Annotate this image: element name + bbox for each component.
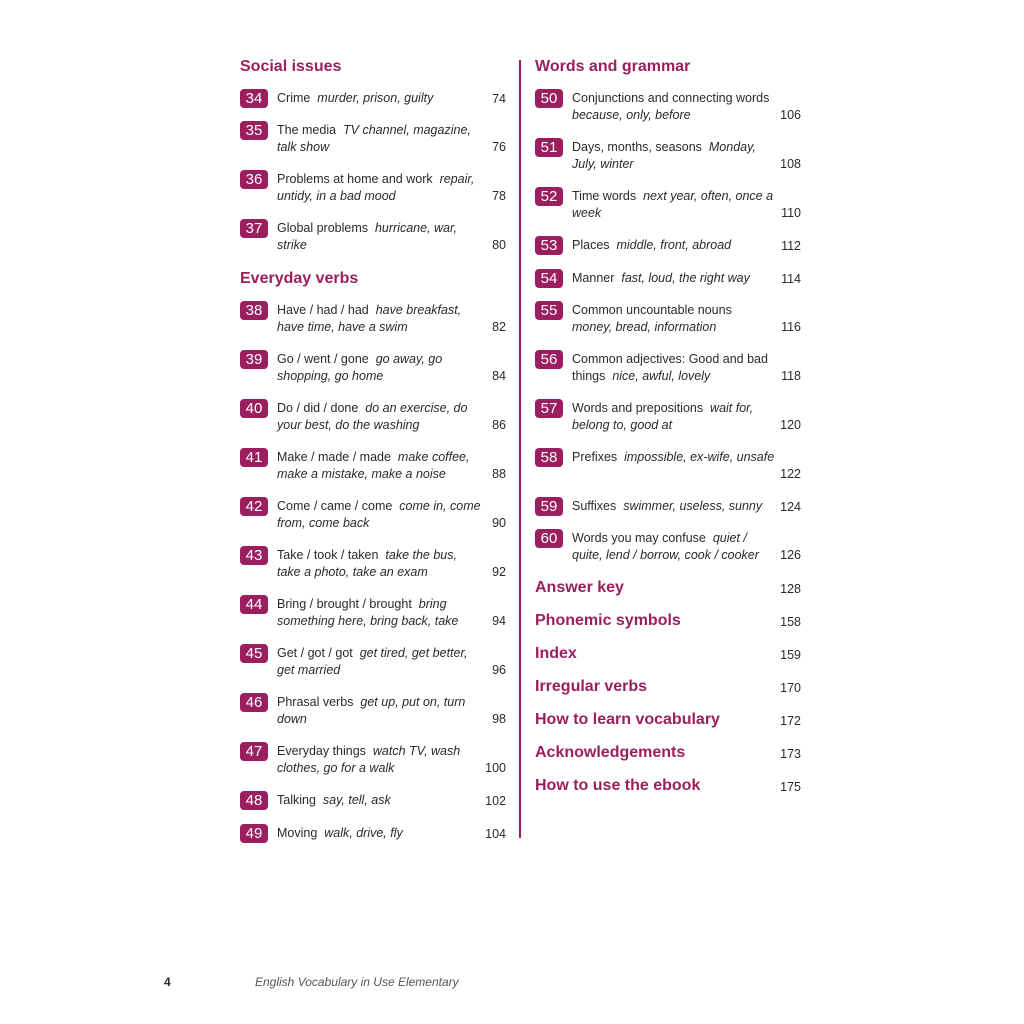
unit-60[interactable] bbox=[535, 530, 801, 563]
unit-number-badge: 57 bbox=[535, 399, 563, 418]
unit-examples: fast, loud, the right way bbox=[621, 271, 750, 285]
unit-examples: make coffee, make a mistake, make a noise bbox=[277, 450, 470, 481]
unit-examples: bring something here, bring back, take bbox=[277, 597, 459, 628]
back-matter-acknowledgements[interactable] bbox=[535, 742, 801, 764]
unit-page: 110 bbox=[781, 205, 801, 220]
unit-number-badge: 52 bbox=[535, 187, 563, 206]
unit-topic: Go / went / gone bbox=[277, 352, 369, 366]
back-matter-page: 175 bbox=[780, 780, 801, 794]
unit-page: 106 bbox=[780, 107, 801, 122]
unit-page: 82 bbox=[492, 319, 506, 334]
back-matter-page: 158 bbox=[780, 615, 801, 629]
unit-number-badge: 48 bbox=[240, 791, 268, 810]
unit-number-badge: 40 bbox=[240, 399, 268, 418]
unit-page: 96 bbox=[492, 662, 506, 677]
unit-59[interactable] bbox=[535, 498, 801, 515]
unit-number-badge: 54 bbox=[535, 269, 563, 288]
unit-number-badge: 43 bbox=[240, 546, 268, 565]
unit-number-badge: 39 bbox=[240, 350, 268, 369]
unit-35[interactable] bbox=[240, 122, 506, 155]
unit-topic: Global problems bbox=[277, 221, 369, 235]
unit-number-badge: 34 bbox=[240, 89, 268, 108]
unit-examples: watch TV, wash clothes, go for a walk bbox=[277, 744, 461, 775]
back-matter-irregular-verbs[interactable] bbox=[535, 676, 801, 698]
unit-page: 114 bbox=[781, 271, 801, 286]
unit-examples: impossible, ex-wife, unsafe bbox=[624, 450, 775, 464]
unit-topic: Common uncountable nouns bbox=[572, 303, 732, 317]
unit-examples: do an exercise, do your best, do the washing bbox=[277, 401, 468, 432]
unit-topic: Do / did / done bbox=[277, 401, 359, 415]
unit-48[interactable] bbox=[240, 792, 506, 809]
unit-page: 94 bbox=[492, 613, 506, 628]
unit-topic: Bring / brought / brought bbox=[277, 597, 412, 611]
unit-number-badge: 59 bbox=[535, 497, 563, 516]
unit-topic: Common adjectives: Good and bad things bbox=[572, 352, 768, 383]
unit-number-badge: 60 bbox=[535, 529, 563, 548]
unit-topic: Time words bbox=[572, 189, 637, 203]
unit-page: 98 bbox=[492, 711, 506, 726]
unit-page: 78 bbox=[492, 188, 506, 203]
unit-number-badge: 58 bbox=[535, 448, 563, 467]
unit-42[interactable] bbox=[240, 498, 506, 531]
unit-examples: quiet / quite, lend / borrow, cook / cooker bbox=[572, 531, 759, 562]
unit-number-badge: 51 bbox=[535, 138, 563, 157]
back-matter-page: 173 bbox=[780, 747, 801, 761]
unit-examples: money, bread, information bbox=[572, 319, 717, 334]
unit-topic: Everyday things bbox=[277, 744, 366, 758]
unit-examples: get tired, get better, get married bbox=[277, 646, 468, 677]
unit-topic: Suffixes bbox=[572, 499, 617, 513]
unit-examples: take the bus, take a photo, take an exam bbox=[277, 548, 457, 579]
unit-examples: Monday, July, winter bbox=[572, 140, 756, 171]
unit-topic: Prefixes bbox=[572, 450, 618, 464]
unit-page: 120 bbox=[780, 417, 801, 432]
unit-page: 118 bbox=[781, 368, 801, 383]
back-matter-title: Answer key bbox=[535, 579, 624, 596]
unit-examples: have breakfast, have time, have a swim bbox=[277, 303, 462, 334]
unit-topic: Make / made / made bbox=[277, 450, 391, 464]
unit-topic: Places bbox=[572, 238, 610, 252]
unit-43[interactable] bbox=[240, 547, 506, 580]
unit-number-badge: 38 bbox=[240, 301, 268, 320]
unit-45[interactable] bbox=[240, 645, 506, 678]
unit-page: 90 bbox=[492, 515, 506, 530]
unit-examples: middle, front, abroad bbox=[616, 238, 732, 252]
unit-page: 88 bbox=[492, 466, 506, 481]
footer-page-number: 4 bbox=[164, 975, 171, 989]
unit-50[interactable] bbox=[535, 90, 801, 123]
unit-number-badge: 56 bbox=[535, 350, 563, 369]
unit-55[interactable] bbox=[535, 302, 801, 335]
column-divider bbox=[519, 60, 521, 838]
unit-topic: Conjunctions and connecting words bbox=[572, 91, 770, 105]
unit-page: 126 bbox=[780, 547, 801, 562]
back-matter-title: Index bbox=[535, 645, 577, 662]
unit-page: 116 bbox=[781, 319, 801, 334]
back-matter-phonemic-symbols[interactable] bbox=[535, 610, 801, 632]
unit-topic: Crime bbox=[277, 91, 311, 105]
unit-topic: Words you may confuse bbox=[572, 531, 706, 545]
unit-examples: murder, prison, guilty bbox=[317, 91, 434, 105]
unit-page: 112 bbox=[781, 238, 801, 253]
unit-40[interactable] bbox=[240, 400, 506, 433]
unit-page: 104 bbox=[485, 826, 506, 841]
unit-number-badge: 36 bbox=[240, 170, 268, 189]
unit-number-badge: 46 bbox=[240, 693, 268, 712]
unit-52[interactable] bbox=[535, 188, 801, 221]
unit-topic: Take / took / taken bbox=[277, 548, 379, 562]
unit-examples: come in, come from, come back bbox=[277, 499, 481, 530]
unit-39[interactable] bbox=[240, 351, 506, 384]
section-title-words-and-grammar: Words and grammar bbox=[535, 58, 691, 75]
unit-page: 108 bbox=[780, 156, 801, 171]
back-matter-title: Phonemic symbols bbox=[535, 612, 681, 629]
section-title-everyday-verbs: Everyday verbs bbox=[240, 270, 359, 287]
unit-examples: repair, untidy, in a bad mood bbox=[277, 172, 475, 203]
unit-page: 100 bbox=[485, 760, 506, 775]
unit-topic: Manner bbox=[572, 271, 615, 285]
unit-topic: Problems at home and work bbox=[277, 172, 433, 186]
unit-examples: say, tell, ask bbox=[322, 793, 391, 807]
unit-number-badge: 37 bbox=[240, 219, 268, 238]
unit-page: 122 bbox=[780, 466, 801, 481]
unit-topic: Get / got / got bbox=[277, 646, 353, 660]
section-title-social-issues: Social issues bbox=[240, 58, 342, 75]
unit-49[interactable] bbox=[240, 825, 506, 842]
unit-57[interactable] bbox=[535, 400, 801, 433]
unit-examples: get up, put on, turn down bbox=[277, 695, 466, 726]
unit-number-badge: 55 bbox=[535, 301, 563, 320]
unit-topic: Talking bbox=[277, 793, 316, 807]
unit-number-badge: 44 bbox=[240, 595, 268, 614]
back-matter-title: How to use the ebook bbox=[535, 777, 701, 794]
unit-53[interactable] bbox=[535, 237, 801, 254]
unit-page: 74 bbox=[492, 91, 506, 106]
back-matter-page: 159 bbox=[780, 648, 801, 662]
unit-page: 84 bbox=[492, 368, 506, 383]
unit-topic: Words and prepositions bbox=[572, 401, 704, 415]
back-matter-page: 172 bbox=[780, 714, 801, 728]
footer-book-title: English Vocabulary in Use Elementary bbox=[255, 975, 459, 989]
unit-examples: go away, go shopping, go home bbox=[277, 352, 443, 383]
unit-number-badge: 50 bbox=[535, 89, 563, 108]
unit-examples: walk, drive, fly bbox=[324, 826, 403, 840]
unit-number-badge: 45 bbox=[240, 644, 268, 663]
unit-37[interactable] bbox=[240, 220, 506, 253]
unit-examples: wait for, belong to, good at bbox=[572, 401, 754, 432]
unit-examples: hurricane, war, strike bbox=[277, 221, 457, 252]
back-matter-page: 170 bbox=[780, 681, 801, 695]
unit-topic: Come / came / come bbox=[277, 499, 393, 513]
unit-34[interactable] bbox=[240, 90, 506, 107]
unit-page: 102 bbox=[485, 793, 506, 808]
unit-page: 76 bbox=[492, 139, 506, 154]
back-matter-title: How to learn vocabulary bbox=[535, 711, 720, 728]
unit-topic: Days, months, seasons bbox=[572, 140, 702, 154]
unit-number-badge: 41 bbox=[240, 448, 268, 467]
unit-51[interactable] bbox=[535, 139, 801, 172]
unit-44[interactable] bbox=[240, 596, 506, 629]
unit-38[interactable] bbox=[240, 302, 506, 335]
unit-topic: Phrasal verbs bbox=[277, 695, 354, 709]
back-matter-how-to-use-the-ebook[interactable] bbox=[535, 775, 801, 797]
unit-topic: The media bbox=[277, 123, 337, 137]
unit-number-badge: 47 bbox=[240, 742, 268, 761]
unit-58[interactable] bbox=[535, 449, 801, 482]
unit-56[interactable] bbox=[535, 351, 801, 384]
unit-number-badge: 49 bbox=[240, 824, 268, 843]
unit-54[interactable] bbox=[535, 270, 801, 287]
unit-page: 86 bbox=[492, 417, 506, 432]
back-matter-title: Irregular verbs bbox=[535, 678, 648, 695]
unit-41[interactable] bbox=[240, 449, 506, 482]
unit-page: 124 bbox=[780, 499, 801, 514]
back-matter-answer-key[interactable] bbox=[535, 577, 801, 599]
unit-number-badge: 53 bbox=[535, 236, 563, 255]
unit-topic: Moving bbox=[277, 826, 318, 840]
unit-examples: nice, awful, lovely bbox=[612, 368, 711, 383]
unit-36[interactable] bbox=[240, 171, 506, 204]
unit-number-badge: 35 bbox=[240, 121, 268, 140]
unit-number-badge: 42 bbox=[240, 497, 268, 516]
back-matter-page: 128 bbox=[780, 582, 801, 596]
unit-examples: next year, often, once a week bbox=[572, 189, 774, 220]
back-matter-index[interactable] bbox=[535, 643, 801, 665]
unit-page: 92 bbox=[492, 564, 506, 579]
unit-examples: TV channel, magazine, talk show bbox=[277, 123, 471, 154]
back-matter-how-to-learn-vocabulary[interactable] bbox=[535, 709, 801, 731]
unit-examples: swimmer, useless, sunny bbox=[623, 499, 763, 513]
unit-page: 80 bbox=[492, 237, 506, 252]
unit-examples: because, only, before bbox=[572, 107, 691, 122]
unit-47[interactable] bbox=[240, 743, 506, 776]
unit-topic: Have / had / had bbox=[277, 303, 369, 317]
unit-46[interactable] bbox=[240, 694, 506, 727]
back-matter-title: Acknowledgements bbox=[535, 744, 686, 761]
